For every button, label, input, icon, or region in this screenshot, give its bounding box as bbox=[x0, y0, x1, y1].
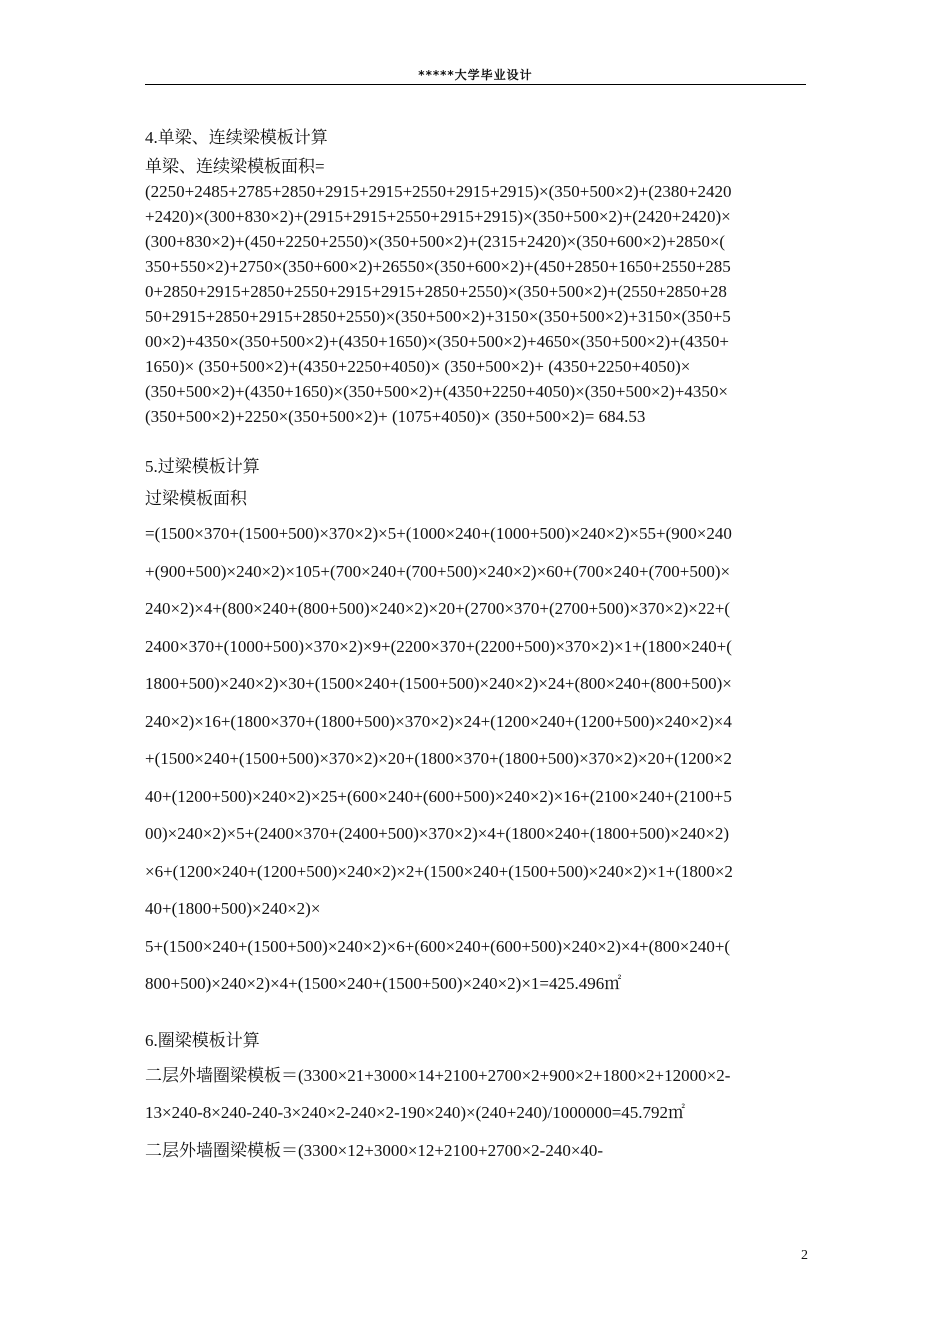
section-6-heading: 6.圈梁模板计算 bbox=[145, 1030, 260, 1050]
text-line: +2420)×(300+830×2)+(2915+2915+2550+2915+2915)×(350+500×2)+(2420+2420)× bbox=[145, 207, 731, 226]
text-line: 0+2850+2915+2850+2550+2915+2915+2850+2550)×(350+500×2)+(2550+2850+28 bbox=[145, 282, 727, 301]
paragraph-gap bbox=[145, 1003, 807, 1025]
section-4-body bbox=[145, 154, 807, 429]
text-line: 40+(1800+500)×240×2)× bbox=[145, 899, 321, 918]
section-6-body bbox=[145, 1057, 807, 1170]
text-line: =(1500×370+(1500+500)×370×2)×5+(1000×240+(1000+500)×240×2)×55+(900×240 bbox=[145, 524, 732, 543]
text-line: 40+(1200+500)×240×2)×25+(600×240+(600+500)×240×2)×16+(2100×240+(2100+5 bbox=[145, 786, 732, 806]
text-line: 13×240-8×240-240-3×240×2-240×2-190×240)×(240+240)/1000000=45.792㎡ bbox=[145, 1103, 686, 1122]
section-5-body bbox=[145, 515, 807, 1003]
text-line: 50+2915+2850+2915+2850+2550)×(350+500×2)+3150×(350+500×2)+3150×(350+5 bbox=[145, 307, 731, 326]
section-5-intro: 过梁模板面积 bbox=[145, 489, 247, 508]
section-4-heading: 4.单梁、连续梁模板计算 bbox=[145, 128, 328, 147]
paragraph-gap bbox=[145, 429, 807, 451]
text-line: (2250+2485+2785+2850+2915+2915+2550+2915+2915)×(350+500×2)+(2380+2420 bbox=[145, 182, 732, 201]
text-line: +(900+500)×240×2)×105+(700×240+(700+500)×240×2)×60+(700×240+(700+500)× bbox=[145, 561, 731, 581]
text-line: 240×2)×16+(1800×370+(1800+500)×370×2)×24+(1200×240+(1200+500)×240×2)×4 bbox=[145, 711, 732, 731]
text-line: (300+830×2)+(450+2250+2550)×(350+500×2)+(2315+2420)×(350+600×2)+2850×( bbox=[145, 232, 726, 251]
text-line: (350+500×2)+(4350+1650)×(350+500×2)+(4350+2250+4050)×(350+500×2)+4350× bbox=[145, 382, 728, 401]
page-header bbox=[145, 64, 806, 85]
page-number: 2 bbox=[801, 1248, 808, 1263]
text-line: ×6+(1200×240+(1200+500)×240×2)×2+(1500×240+(1500+500)×240×2)×1+(1800×2 bbox=[145, 861, 733, 881]
text-line: (350+500×2)+2250×(350+500×2)+ (1075+4050)× (350+500×2)= 684.53 bbox=[145, 407, 646, 426]
text-line: 5+(1500×240+(1500+500)×240×2)×6+(600×240+(600+500)×240×2)×4+(800×240+( bbox=[145, 936, 731, 956]
text-line: 1650)× (350+500×2)+(4350+2250+4050)× (350+500×2)+ (4350+2250+4050)× bbox=[145, 357, 691, 376]
text-line: 00×2)+4350×(350+500×2)+(4350+1650)×(350+500×2)+4650×(350+500×2)+(4350+ bbox=[145, 332, 730, 351]
text-line: 350+550×2)+2750×(350+600×2)+26550×(350+600×2)+(450+2850+1650+2550+285 bbox=[145, 257, 731, 276]
document-body bbox=[145, 122, 807, 1169]
text-line: 2400×370+(1000+500)×370×2)×9+(2200×370+(2200+500)×370×2)×1+(1800×240+( bbox=[145, 636, 732, 656]
header-title: *****大学毕业设计 bbox=[418, 68, 533, 82]
text-line: 二层外墙圈梁模板＝(3300×12+3000×12+2100+2700×2-240×40- bbox=[145, 1140, 604, 1160]
text-line: 二层外墙圈梁模板＝(3300×21+3000×14+2100+2700×2+900×2+1800×2+12000×2- bbox=[145, 1065, 731, 1085]
text-line: +(1500×240+(1500+500)×370×2)×20+(1800×370+(1800+500)×370×2)×20+(1200×2 bbox=[145, 749, 732, 768]
text-line: 单梁、连续梁模板面积= bbox=[145, 157, 325, 176]
text-line: 00)×240×2)×5+(2400×370+(2400+500)×370×2)×4+(1800×240+(1800+500)×240×2) bbox=[145, 824, 730, 843]
text-line: 1800+500)×240×2)×30+(1500×240+(1500+500)×240×2)×24+(800×240+(800+500)× bbox=[145, 674, 732, 693]
text-line: 800+500)×240×2)×4+(1500×240+(1500+500)×240×2)×1=425.496㎡ bbox=[145, 974, 622, 993]
section-5-heading: 5.过梁模板计算 bbox=[145, 457, 260, 476]
text-line: 240×2)×4+(800×240+(800+500)×240×2)×20+(2700×370+(2700+500)×370×2)×22+( bbox=[145, 599, 731, 618]
